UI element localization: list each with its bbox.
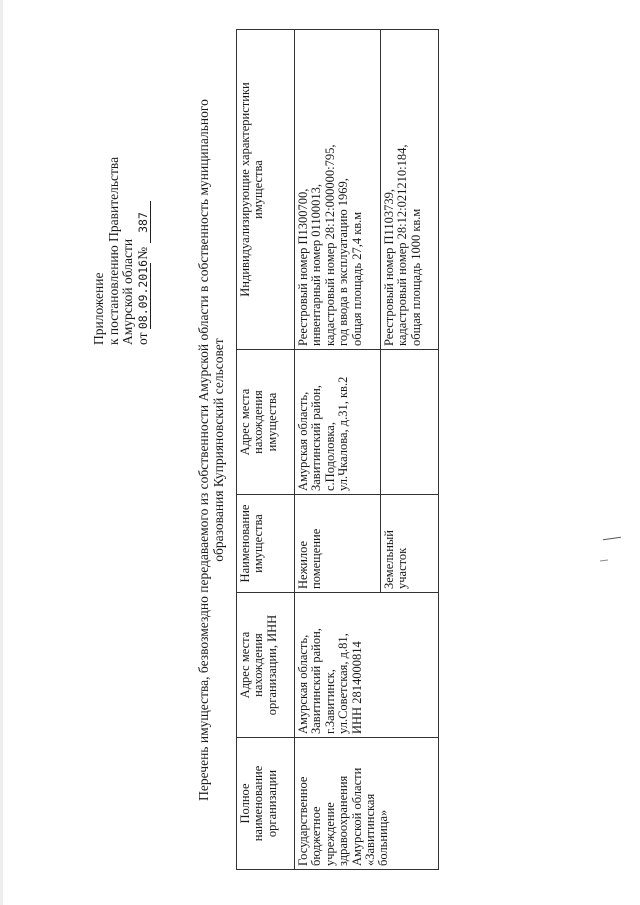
- resolution-number: 387: [136, 202, 152, 244]
- heading-line-1: Перечень имущества, безвозмездно передаваемого из собственности Амурской области в собственность муниципального: [196, 99, 211, 801]
- appendix-region: Амурской области: [120, 238, 136, 345]
- header-property-address: Адрес места нахождения имущества: [237, 350, 295, 495]
- org-name-cell: Государственное бюджетное учреждение здравоохранения Амурской области «Завитинская больница»: [295, 738, 439, 870]
- document-page: [20, 10, 620, 890]
- org-address-cell: Амурская область, Завитинский район, г.Завитинск, ул.Советская, д.81, ИНН 2814000814: [295, 593, 439, 738]
- property-address-cell: [381, 350, 439, 495]
- property-name-cell: Земельный участок: [381, 495, 439, 593]
- header-characteristics: Индивидуализирующие характеристики имущества: [237, 30, 295, 350]
- characteristics-cell: Реестровый номер П1300700, инвентарный номер 01100013, кадастровый номер 28:12:000000:795, год ввода в эксплуатацию 1969, общая площадь 27,4 кв.м: [295, 30, 381, 350]
- property-table: [236, 29, 439, 870]
- resolution-date: 08.09.2016: [135, 259, 150, 330]
- appendix-title: Приложение: [91, 272, 106, 345]
- characteristics-cell: Реестровый номер П1103739, кадастровый номер 28:12:021210:184, общая площадь 1000 кв.м: [381, 30, 439, 350]
- document-heading: [196, 10, 226, 890]
- property-address-cell: Амурская область, Завитинский район, с.Подоловка, ул.Чкалова, д.31, кв.2: [295, 350, 381, 495]
- table-header-row: [237, 30, 295, 870]
- appendix-resolution: к постановлению Правительства: [105, 156, 121, 345]
- header-org-address: Адрес места нахождения организации, ИНН: [237, 593, 295, 738]
- scan-edge: [0, 0, 3, 905]
- header-org-name: Полное наименование организации: [237, 738, 295, 870]
- from-prefix: от: [134, 332, 150, 345]
- heading-line-2: образования Куприяновский сельсовет: [211, 338, 226, 562]
- header-property-name: Наименование имущества: [237, 495, 295, 593]
- property-name-cell: Нежилое помещение: [295, 495, 381, 593]
- table-row: [295, 30, 381, 870]
- appendix-date-line: [136, 45, 152, 345]
- appendix-block: [92, 45, 151, 345]
- number-prefix: №: [134, 246, 150, 260]
